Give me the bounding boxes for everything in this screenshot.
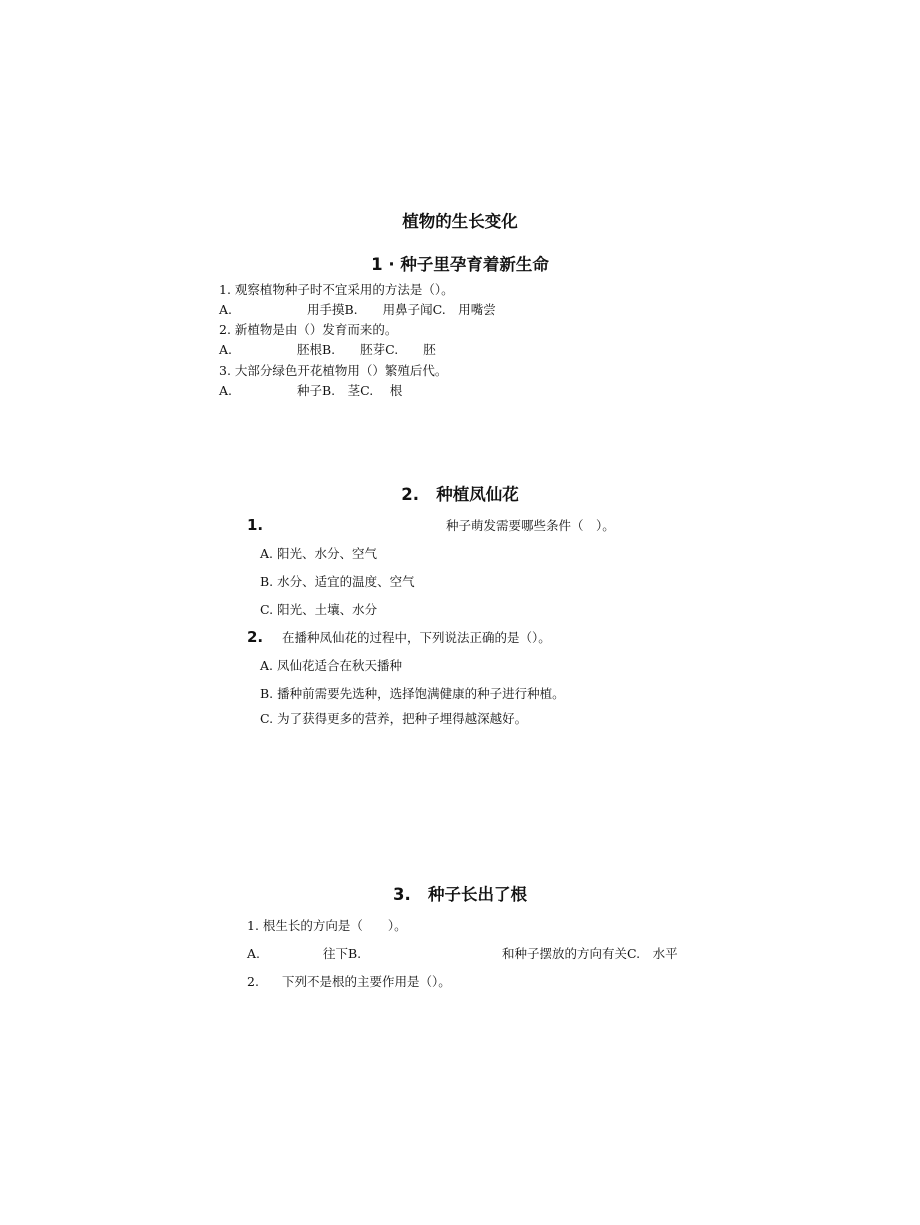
sec3-q1-option-2: 和种子摆放的方向有关C. 水平 (502, 946, 678, 961)
sec1-q2-options: 胚根B. 胚芽C. 胚 (297, 342, 436, 357)
sec2-q1-option-a: A. 阳光、水分、空气 (260, 546, 377, 561)
section-3-heading (0, 884, 920, 906)
sec2-question-2-number: 2. (247, 628, 264, 646)
sec3-q1-option-marker: A. (247, 946, 261, 961)
sec2-q2-option-a: A. 凤仙花适合在秋天播种 (260, 658, 402, 673)
sec1-question-2: 2. 新植物是由（）发育而来的。 (219, 322, 398, 337)
sec1-q2-option-marker: A. (219, 342, 233, 357)
section-3-title: 种子长出了根 (427, 885, 527, 904)
sec2-question-1: 种子萌发需要哪些条件（ ）。 (446, 518, 615, 533)
section-2-title: 种植凤仙花 (436, 485, 519, 504)
sec2-q2-option-c: C. 为了获得更多的营养，把种子埋得越深越好。 (260, 711, 528, 726)
sec3-question-2: 下列不是根的主要作用是（）。 (282, 974, 451, 989)
sec2-question-2: 在播种凤仙花的过程中，下列说法正确的是（）。 (282, 630, 551, 645)
section-2-number: 2. (401, 485, 419, 504)
sec2-q2-option-b: B. 播种前需要先选种，选择饱满健康的种子进行种植。 (260, 686, 565, 701)
sec1-q1-option-marker: A. (219, 302, 233, 317)
sec1-question-1: 1. 观察植物种子时不宜采用的方法是（）。 (219, 282, 454, 297)
sec3-question-2-number: 2. (247, 974, 259, 989)
sec2-q1-option-c: C. 阳光、土壤、水分 (260, 602, 378, 617)
sec1-question-3: 3. 大部分绿色开花植物用（）繁殖后代。 (219, 363, 448, 378)
sec2-q1-option-b: B. 水分、适宜的温度、空气 (260, 574, 415, 589)
sec3-question-1: 1. 根生长的方向是（ ）。 (247, 918, 407, 933)
section-2-heading (0, 484, 920, 506)
document-title: 植物的生长变化 (402, 212, 518, 231)
sec1-q1-options: 用手摸B. 用鼻子闻C. 用嘴尝 (307, 302, 496, 317)
sec1-q3-option-marker: A. (219, 383, 233, 398)
sec1-q3-options: 种子B. 茎C. 根 (297, 383, 403, 398)
sec3-q1-option-1: 往下B. (323, 946, 362, 961)
section-1-heading: 1 · 种子里孕育着新生命 (371, 255, 549, 274)
section-3-number: 3. (393, 885, 411, 904)
sec2-question-1-number: 1. (247, 516, 264, 534)
